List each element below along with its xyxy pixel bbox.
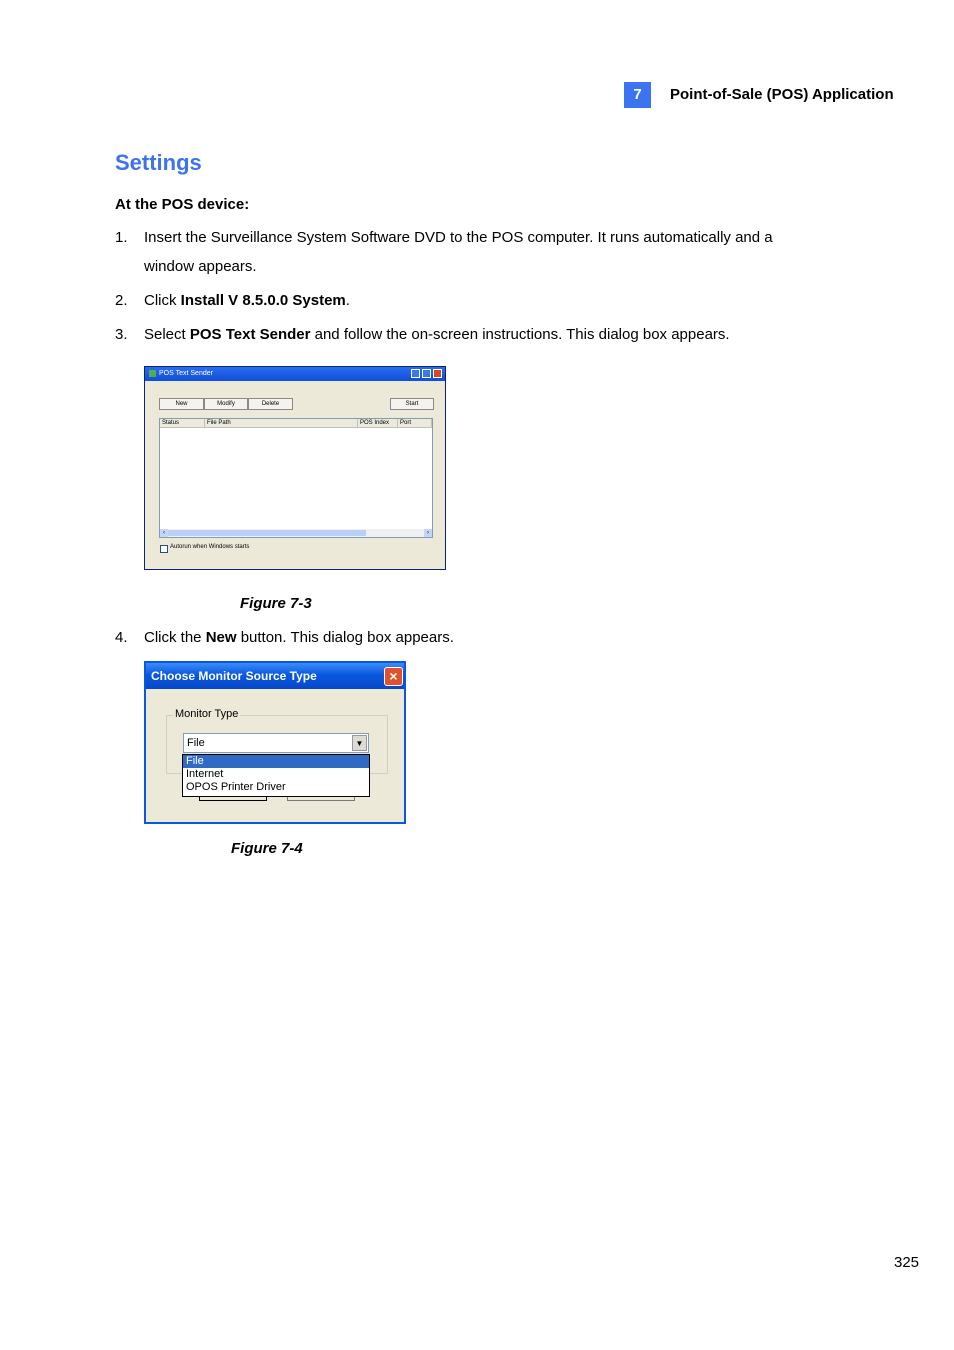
dialog-title: Choose Monitor Source Type	[146, 663, 404, 689]
start-button[interactable]: Start	[390, 398, 434, 410]
autorun-label: Autorun when Windows starts	[170, 544, 250, 550]
scroll-thumb[interactable]	[168, 530, 366, 536]
column-header-status[interactable]: Status	[160, 419, 205, 428]
close-icon[interactable]: ×	[384, 667, 403, 686]
step-4-text: Click the New button. This dialog box appears.	[144, 629, 454, 646]
column-header-file-path[interactable]: File Path	[205, 419, 358, 428]
step-2-number: 2.	[115, 292, 128, 309]
step-3-text: Select POS Text Sender and follow the on-screen instructions. This dialog box appears.	[144, 326, 730, 343]
window-titlebar	[145, 367, 445, 381]
autorun-checkbox[interactable]	[160, 545, 168, 553]
monitor-type-label: Monitor Type	[175, 708, 239, 720]
page-number: 325	[894, 1254, 920, 1271]
horizontal-scrollbar[interactable]	[160, 529, 432, 537]
step-2-text: Click Install V 8.5.0.0 System.	[144, 292, 350, 309]
scroll-right-icon[interactable]: ›	[424, 529, 432, 537]
new-button[interactable]: New	[159, 398, 204, 410]
chevron-down-icon[interactable]: ▼	[352, 735, 367, 751]
delete-button[interactable]: Delete	[248, 398, 293, 410]
minimize-icon[interactable]	[411, 369, 420, 378]
column-header-pos-index[interactable]: POS Index	[358, 419, 398, 428]
choose-monitor-source-dialog	[144, 661, 406, 824]
step-4-number: 4.	[115, 629, 128, 646]
step-1-text: Insert the Surveillance System Software DVD to the POS computer. It runs automatically and a	[144, 229, 773, 246]
chapter-title: Point-of-Sale (POS) Application	[670, 86, 894, 103]
step-3-number: 3.	[115, 326, 128, 343]
option-file[interactable]: File	[183, 755, 369, 768]
monitor-type-dropdown[interactable]	[182, 754, 370, 797]
window-title: POS Text Sender	[159, 370, 213, 377]
option-internet[interactable]: Internet	[186, 768, 224, 780]
option-opos-printer-driver[interactable]: OPOS Printer Driver	[186, 781, 286, 793]
step-1-number: 1.	[115, 229, 128, 246]
modify-button[interactable]: Modify	[204, 398, 248, 410]
step-1-text-cont: window appears.	[144, 258, 257, 275]
figure-3-caption: Figure 7-3	[240, 595, 312, 612]
close-icon[interactable]	[433, 369, 442, 378]
sender-list[interactable]	[159, 418, 433, 538]
chapter-number-badge: 7	[624, 82, 651, 108]
monitor-type-select[interactable]	[183, 733, 369, 753]
section-title: Settings	[115, 150, 202, 175]
column-header-port[interactable]: Port	[398, 419, 432, 428]
maximize-icon[interactable]	[422, 369, 431, 378]
pos-text-sender-window	[144, 366, 446, 570]
subheading: At the POS device:	[115, 196, 250, 213]
app-icon	[149, 370, 156, 377]
figure-4-caption: Figure 7-4	[231, 840, 303, 857]
selected-value: File	[187, 737, 205, 749]
scroll-left-icon[interactable]: ‹	[160, 529, 168, 537]
